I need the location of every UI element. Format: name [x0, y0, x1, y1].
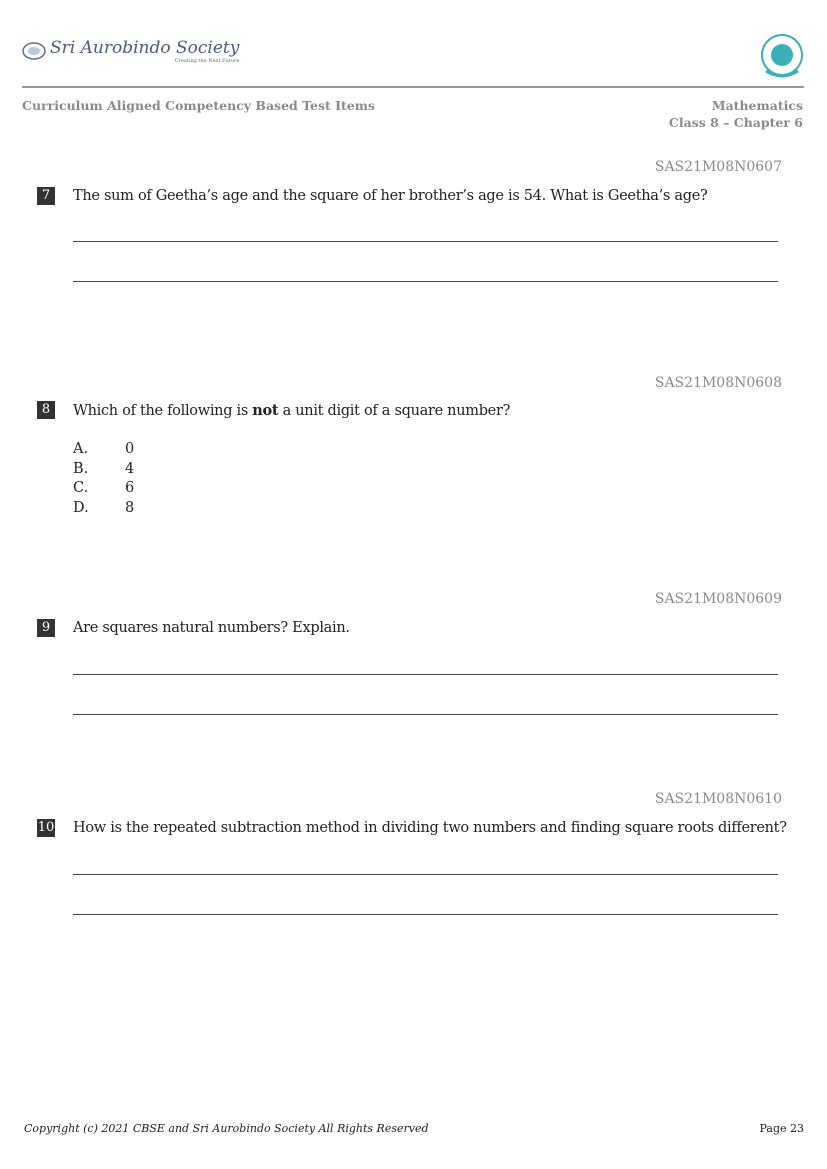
- answer-line[interactable]: [73, 281, 778, 282]
- option-value: 0: [125, 441, 135, 457]
- cbse-emblem-icon: [760, 33, 804, 81]
- question-number: 8: [37, 401, 55, 419]
- option-d[interactable]: [73, 500, 177, 516]
- question-code: SAS21M08N0607: [654, 159, 782, 175]
- question-code: SAS21M08N0609: [654, 591, 782, 607]
- logo-text: Sri Aurobindo Society: [50, 38, 240, 58]
- text-part: Which of the following is: [73, 403, 253, 419]
- header-title: Curriculum Aligned Competency Based Test Items: [22, 98, 375, 113]
- logo-tagline: Creating the Next Future: [174, 58, 240, 64]
- footer-copyright: Copyright (c) 2021 CBSE and Sri Aurobindo Society All Rights Reserved: [24, 1122, 429, 1135]
- option-a[interactable]: [73, 441, 177, 457]
- option-label: D.: [73, 500, 89, 516]
- society-emblem-icon: [22, 42, 46, 60]
- question-text: The sum of Geetha’s age and the square of her brother’s age is 54. What is Geetha’s age?: [73, 188, 708, 204]
- option-c[interactable]: [73, 480, 177, 496]
- answer-line[interactable]: [73, 714, 778, 715]
- option-value: 4: [125, 461, 135, 477]
- question-number: 9: [37, 619, 55, 637]
- question-text: [73, 402, 510, 419]
- question-code: SAS21M08N0610: [654, 791, 782, 807]
- header-subject: Mathematics: [711, 98, 803, 113]
- question-text: Are squares natural numbers? Explain.: [73, 620, 350, 636]
- question-number: 10: [37, 820, 55, 835]
- answer-line[interactable]: [73, 241, 778, 242]
- question-code: SAS21M08N0608: [654, 375, 782, 391]
- option-label: C.: [73, 480, 89, 496]
- text-part: a unit digit of a square number?: [278, 403, 511, 419]
- sri-aurobindo-logo: [22, 38, 239, 64]
- question-number: 7: [37, 187, 55, 205]
- text-bold: not: [252, 402, 279, 419]
- option-b[interactable]: [73, 461, 177, 477]
- header-divider: [22, 86, 804, 88]
- option-value: 8: [125, 500, 135, 516]
- answer-line[interactable]: [73, 914, 778, 915]
- page-number: Page 23: [759, 1122, 804, 1135]
- answer-line[interactable]: [73, 874, 778, 875]
- header-chapter: Class 8 – Chapter 6: [668, 115, 803, 130]
- option-value: 6: [125, 480, 135, 496]
- answer-line[interactable]: [73, 674, 778, 675]
- option-label: A.: [73, 441, 89, 457]
- option-label: B.: [73, 461, 89, 477]
- question-text: How is the repeated subtraction method in dividing two numbers and finding square roots different?: [73, 820, 787, 836]
